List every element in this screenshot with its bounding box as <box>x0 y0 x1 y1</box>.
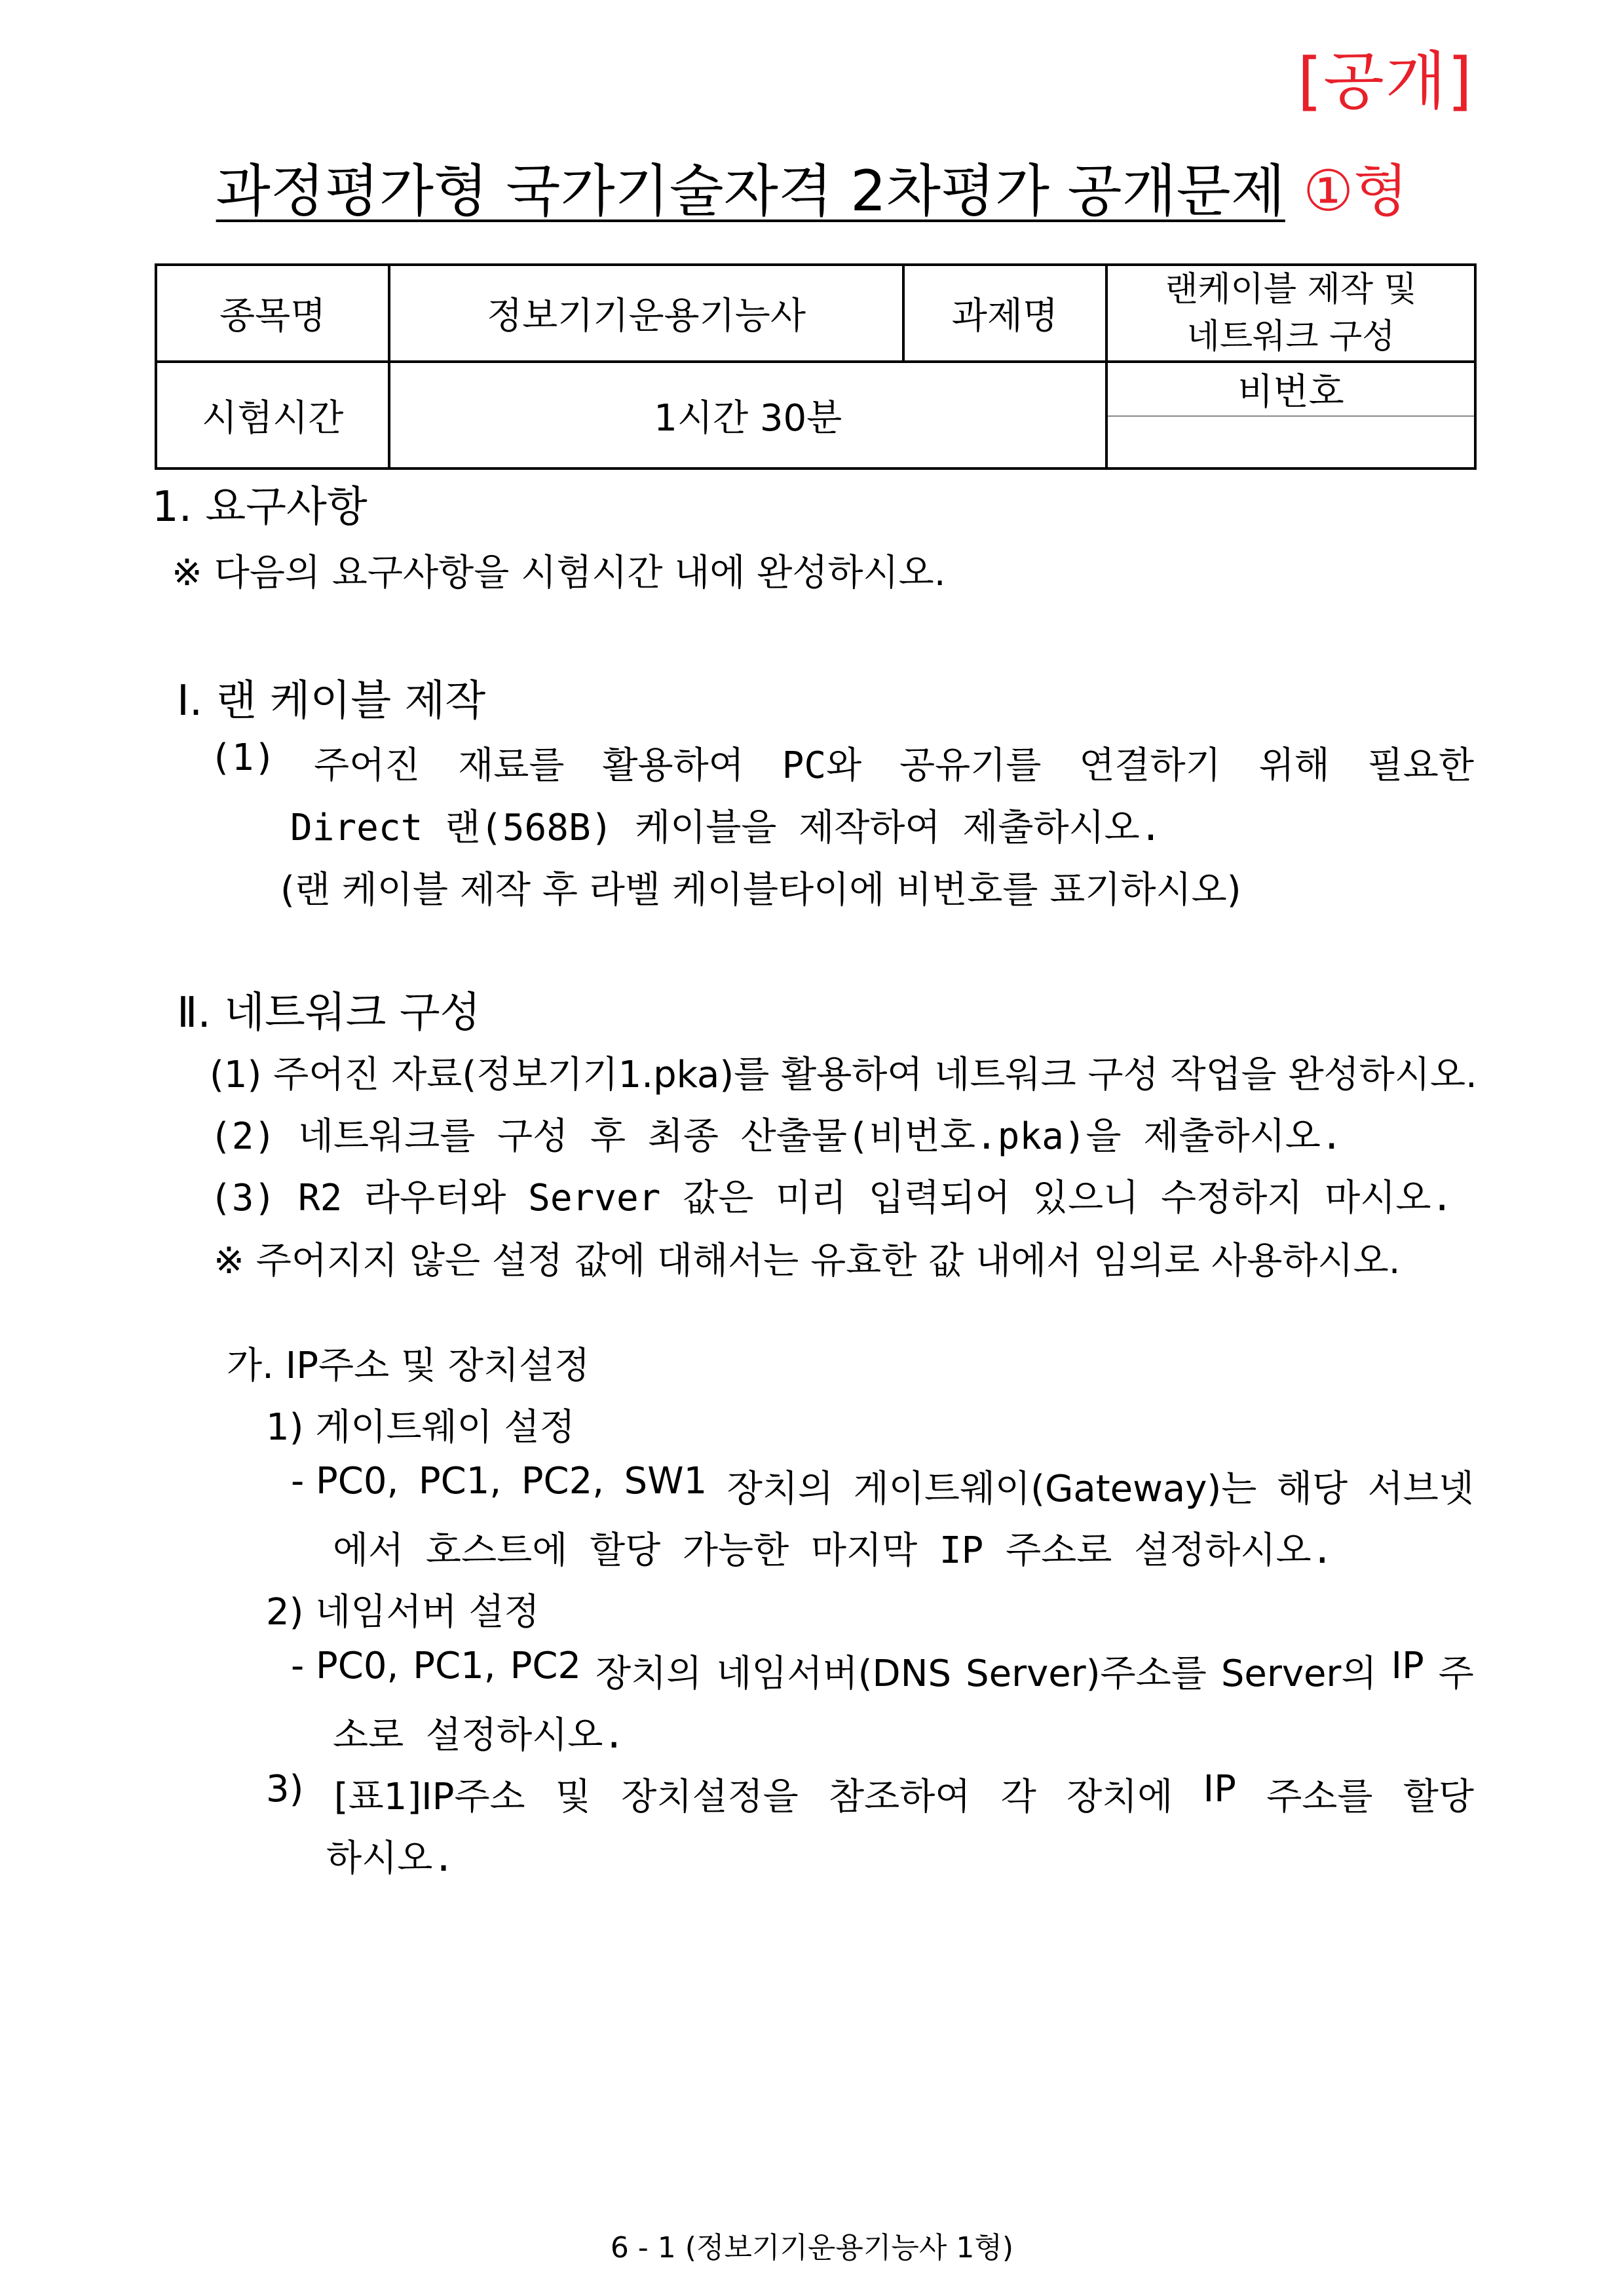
word: 서브넷 <box>1367 1468 1474 1510</box>
word: [표1]IP주소 <box>333 1776 525 1818</box>
word: 필요한 <box>1367 744 1474 787</box>
word: Server)주소를 <box>966 1653 1207 1695</box>
part2-note: ※ 주어지지 않은 설정 값에 대해서는 유효한 값 내에서 임의로 사용하시오. <box>214 1240 1401 1282</box>
public-badge: [공개] <box>1297 45 1473 118</box>
sub-a-1-title: 1) 게이트웨이 설정 <box>266 1406 575 1449</box>
sub-a-2-line1 <box>291 1645 1474 1697</box>
sub-a-3-line2: 하시오. <box>326 1837 455 1880</box>
word: 참조하여 <box>829 1776 971 1818</box>
word: 연결하기 <box>1079 744 1221 787</box>
word: 재료를 <box>458 744 565 787</box>
value-subject: 정보기기운용기능사 <box>389 265 903 362</box>
label-task: 과제명 <box>903 265 1106 362</box>
word: IP <box>1203 1768 1236 1810</box>
word: IP <box>1391 1645 1424 1687</box>
word: (1) <box>210 737 276 779</box>
word: PC2, <box>521 1460 605 1502</box>
label-subject: 종목명 <box>156 265 389 362</box>
word: 주어진 <box>314 744 421 787</box>
sub-a-2-line2: 소로 설정하시오. <box>333 1714 626 1757</box>
document-title <box>0 145 1624 227</box>
word: 활용하여 <box>602 744 744 787</box>
title-main: 과정평가형 국가기술자격 2차평가 공개문제 <box>216 159 1285 224</box>
word: PC2 <box>510 1645 582 1687</box>
word: 게이트웨이(Gateway)는 <box>853 1468 1257 1510</box>
part1-heading: Ⅰ. 랜 케이블 제작 <box>177 677 486 725</box>
title-type-mark: ①형 <box>1303 159 1408 224</box>
sub-a-heading: 가. IP주소 및 장치설정 <box>227 1345 590 1387</box>
label-exam-time: 시험시간 <box>156 362 389 469</box>
value-task-line2: 네트워크 구성 <box>1186 317 1395 356</box>
word: 및 <box>555 1776 592 1818</box>
value-task-line1: 랜케이블 제작 및 <box>1165 270 1417 309</box>
word: PC1, <box>413 1645 496 1687</box>
word: 네임서버(DNS <box>716 1653 952 1695</box>
word: 해당 <box>1276 1468 1348 1510</box>
part2-item2: (2) 네트워크를 구성 후 최종 산출물(비번호.pka)을 제출하시오. <box>210 1115 1343 1158</box>
word: Server의 <box>1220 1653 1377 1695</box>
sub-a-2-title: 2) 네임서버 설정 <box>266 1591 540 1634</box>
word: 장치의 <box>595 1653 702 1695</box>
part2-item3: (3) R2 라우터와 Server 값은 미리 입력되어 있으니 수정하지 마시오. <box>210 1177 1454 1219</box>
label-secret-number: 비번호 <box>1106 362 1475 416</box>
word: - PC0, <box>291 1460 399 1502</box>
word: 장치설정을 <box>621 1776 799 1818</box>
word: 장치에 <box>1067 1776 1173 1818</box>
word: 할당 <box>1403 1776 1474 1818</box>
section-note: ※ 다음의 요구사항을 시험시간 내에 완성하시오. <box>172 552 946 594</box>
word: PC1, <box>418 1460 502 1502</box>
value-task <box>1106 265 1475 362</box>
word: PC와 <box>782 744 862 787</box>
part2-heading: Ⅱ. 네트워크 구성 <box>177 989 481 1037</box>
word: SW1 <box>624 1460 708 1502</box>
page-footer: 6 - 1 (정보기기운용기능사 1형) <box>610 2231 1014 2265</box>
value-secret-number <box>1106 416 1475 469</box>
sub-a-1-line1 <box>291 1460 1474 1512</box>
sub-a-3-line1 <box>266 1768 1474 1820</box>
word: 주소를 <box>1266 1776 1373 1818</box>
part2-item1: (1) 주어진 자료(정보기기1.pka)를 활용하여 네트워크 구성 작업을 완성하시오. <box>210 1054 1477 1096</box>
section-heading-requirements: 1. 요구사항 <box>152 483 368 531</box>
word: - PC0, <box>291 1645 399 1687</box>
value-exam-time: 1시간 30분 <box>389 362 1106 469</box>
word: 장치의 <box>727 1468 834 1510</box>
word: 공유기를 <box>899 744 1042 787</box>
part1-item1-line1 <box>210 737 1474 789</box>
word: 위해 <box>1258 744 1330 787</box>
word: 주 <box>1438 1653 1474 1695</box>
word: 각 <box>1000 1776 1036 1818</box>
part1-item1-line3: (랜 케이블 제작 후 라벨 케이블타이에 비번호를 표기하시오) <box>280 869 1241 911</box>
word: 3) <box>266 1768 304 1810</box>
exam-info-table <box>155 263 1477 470</box>
part1-item1-line2: Direct 랜(568B) 케이블을 제작하여 제출하시오. <box>290 807 1162 849</box>
sub-a-1-line2: 에서 호스트에 할당 가능한 마지막 IP 주소로 설정하시오. <box>333 1529 1334 1572</box>
